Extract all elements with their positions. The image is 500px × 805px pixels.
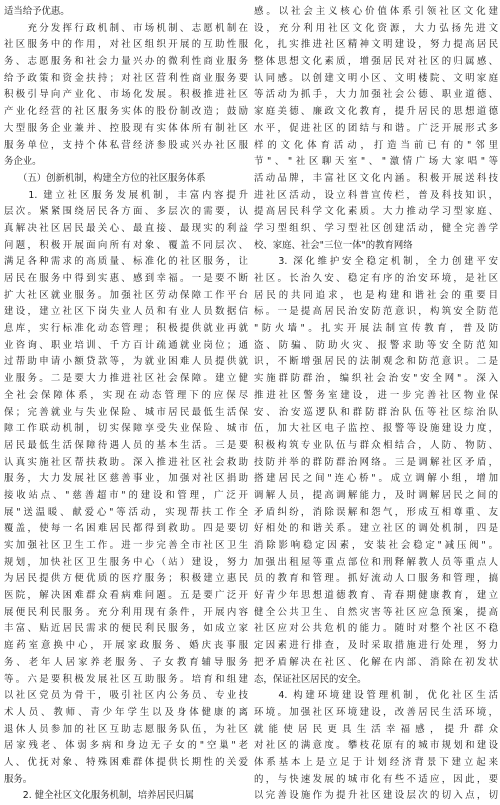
left-column-line: 扩大社区就业服务。加强社区劳动保障工作平台 [4, 289, 248, 301]
right-column-line: 学习型组织、学习型社区创建活动，健全完善学 [254, 222, 498, 234]
left-column-line: 接收站点、"慈善超市"的建设和管理，广泛开 [4, 489, 248, 501]
right-column-line: 认同感。以创建文明小区、文明楼院、文明家庭 [254, 72, 498, 84]
right-column-line: 搭建居民之间"连心桥"。成立调解小组，增加 [254, 473, 498, 485]
left-column-line: 产业化经营的社区服务实体的股份制改造；鼓励 [4, 106, 248, 118]
left-column-line: 建设，建立社区下岗失业人员和有业人员数据信 [4, 306, 248, 318]
right-column-line: 的，与快速发展的城市化有些不适应，因此，要 [254, 773, 498, 785]
left-column-line: 满足各种需求的高质量、标准化的社区服务，让 [4, 256, 248, 268]
left-column-line: 积极引导向产业化、市场化发展。积极推进社区 [4, 89, 248, 101]
left-column-line: 展便民利民服务。充分利用现有条件，开展内容 [4, 606, 248, 618]
right-column-line: 把矛盾解决在社区、化解在内部、消除在初发状 [254, 656, 498, 668]
right-column-line: 环境。加强社区环境建设，改善居民生活环境， [254, 706, 498, 718]
left-column-line: 术人员、教师、青少年学生以及身体健康的离 [4, 706, 248, 718]
right-column-line: 好相处的和谐关系。建立社区的调处机制，四是 [254, 523, 498, 535]
right-column-line: 消除影响稳定因素，安装社会稳定"减压阀"。 [254, 540, 498, 551]
left-column-line: 展"送温暖、献爱心"等活动，实现帮扶工作全 [4, 506, 248, 518]
left-column-line: 务企业。 [4, 156, 42, 168]
left-column-line: 人、优抚对象、特殊困难群体提供长期性的关爱 [4, 756, 248, 768]
left-column-line: 覆盖，使每一名困难居民都得到救助。四是要切 [4, 523, 248, 535]
right-column-line: 节"、"社区聊天室"、"激情广场大家唱"等 [254, 156, 498, 168]
left-column-line: 真解决社区居民最关心、最直接、最现实的利益 [4, 222, 248, 234]
right-column-line: 对社区的满意度。攀枝花原有的城市规划和建设 [254, 740, 498, 752]
left-column-line: 问题，积极开展面向所有对象、覆盖不同层次、 [4, 239, 248, 251]
left-column-line: 丰富、贴近居民需求的便民利民服务，如成立家 [4, 623, 248, 635]
left-column-line: 1. 建立社区服务发展机制，丰富内容提升 [4, 189, 248, 201]
right-column-line: 化，扎实推进社区精神文明建设，努力提高居民 [254, 39, 498, 51]
right-text-column [254, 4, 498, 802]
right-column-line: 居民的共同追求，也是构建和谐社会的重要目 [254, 289, 498, 301]
right-column-line: 推进社区警务室建设，进一步完善社区物业保 [254, 389, 498, 401]
right-column-line: 社区。长治久安、稳定有序的治安环境，是社区 [254, 273, 498, 284]
left-column-line: 务、志愿服务和社会力量兴办的微利性商业服务 [4, 56, 248, 68]
left-column-line: 全社会保障体系，实现在动态管理下的应保尽 [4, 389, 248, 401]
left-column-line: 认真实施社区帮扶救助。深入推进社区社会救助 [4, 456, 248, 468]
right-column-line: 样的文化体育活动，打造当前已有的"邻里 [254, 139, 498, 151]
left-column-line: 居民最低生活保障待遇人员的基本生活。三是要 [4, 439, 248, 451]
left-column-line: 医院，解决困难群众看病难问题。五是要广泛开 [4, 590, 248, 602]
left-column-line: 居民在服务中得到实惠、感到幸福。一是要不断 [4, 273, 248, 284]
right-column-line: 标。一是提高居民治安防范意识，构筑安全防范 [254, 306, 498, 318]
right-column-line: 加强出租屋等重点部位和刑释解教人员等重点人 [254, 556, 498, 568]
right-column-line: 家庭美德、廉政文化教育，提升居民的思想道德 [254, 106, 498, 118]
right-column-line: 好青少年思想道德教育、青春期健康教育，建立 [254, 590, 498, 602]
right-column-line: 伍，加大社区电子监控、报警等设施建设力度， [254, 423, 498, 435]
right-column-line: 整体思想文化素质，增强居民对社区的归属感、 [254, 56, 498, 68]
left-column-line: 保；完善就业与失业保险、城市居民最低生活保 [4, 406, 248, 418]
right-column-line: 感。以社会主义核心价值体系引领社区文化建 [254, 6, 498, 17]
left-column-line: 服务单位，支持个体私营经济参股或兴办社区服 [4, 139, 248, 151]
left-column-line: 等。六是要积极发展社区互助服务。培育和组建 [4, 673, 248, 685]
right-column-line: 以完善设施作为提升社区建设层次的切入点，切 [254, 790, 498, 802]
left-column-line: 充分发挥行政机制、市场机制、志愿机制在 [4, 22, 248, 34]
left-column-line: 过帮助申请小额贷款等，为就业困难人员提供就 [4, 356, 248, 368]
right-column-line: 校、家庭、社会"三位一体"的教育网络 [254, 239, 413, 251]
left-column-line: 服务，大力发展社区慈善事业，加强对社区捐助 [4, 473, 248, 485]
right-column-line: 定因素进行排查，及时采取措施进行处理，努力 [254, 640, 498, 652]
right-column-line: 积极构筑专业队伍与群众相结合，人防、物防、 [254, 439, 498, 451]
right-column-line: 识，不断增强居民的法制观念和防范意识。二是 [254, 356, 498, 368]
right-column-line: 健全公共卫生、自然灾害等社区应急预案，提高 [254, 606, 498, 618]
right-column-line: 调解人员，提高调解能力，及时调解居民之间的 [254, 489, 498, 501]
left-column-line: 退休人员参加的社区互助志愿服务队伍，为社区 [4, 723, 248, 735]
right-column-line: 技防并举的群防群治网络。三是调解社区矛盾， [254, 456, 498, 468]
left-column-line: 障工作联动机制，切实保障享受失业保险、城市 [4, 423, 248, 435]
left-column-line: 2. 健全社区文化服务机制，培养居民归属 [4, 790, 195, 802]
left-column-line: 规划，加快社区卫生服务中心（站）建设，努力 [4, 556, 248, 568]
left-column-line: 给予政策和资金扶持；对社区营利性商业服务要 [4, 72, 248, 84]
right-column-line: 安、治安巡逻队和群防群治队伍等社区综治队 [254, 406, 498, 418]
left-column-line: 大型服务企业兼并、控股现有实体体所有制社区 [4, 122, 248, 134]
left-column-line: 适当给予优惠。 [4, 6, 70, 17]
left-column-line: 层次。紧紧围绕居民各方面、多层次的需要，认 [4, 206, 248, 218]
left-column-line: 居家残老、体弱多病和身边无子女的"空巢"老 [4, 740, 248, 752]
right-column-line: 矛盾纠纷，消除误解和怨气，形成互相尊重、友 [254, 506, 498, 518]
right-column-line: 设，充分利用社区文化资源，大力弘扬先进文 [254, 22, 498, 34]
left-column-line: 实加强社区卫生工作。进一步完善全市社区卫生 [4, 540, 248, 551]
left-column-line: 业服务。二是要大力推进社区社会保障。建立健 [4, 373, 248, 385]
right-column-line: 社区应对公共危机的能力。随时对整个社区不稳 [254, 623, 498, 635]
left-column-line: 息库，实行标准化动态管理；积极提供就业再就 [4, 323, 248, 335]
left-column-line: 为居民提供方便优质的医疗服务；积极建立惠民 [4, 573, 248, 585]
right-column-line: 水平，促进社区的团结与和谐。广泛开展形式多 [254, 122, 498, 134]
left-column-line: 庭药室意换中心，开展家政服务、婚庆丧事服 [4, 640, 248, 652]
left-column-line: 务、老年人居家养老服务、子女教育辅导服务 [4, 656, 248, 668]
right-column-line: 实施群防群治，编织社会治安"安全网"。深入 [254, 373, 498, 385]
right-column-line: 4. 构建环境建设管理机制，优化社区生活 [254, 690, 498, 702]
right-column-line: 进社区活动，设立科普宣传栏，普及科技知识， [254, 189, 498, 201]
right-column-line: "防火墙"。扎实开展法制宣传教育，普及防 [254, 323, 498, 335]
right-column-line: 体系基本上是立足于计划经济背景下建立起来 [254, 756, 498, 768]
right-column-line: 等活动为抓手，大力加强社会公德、职业道德、 [254, 89, 498, 101]
left-column-line: 以社区党员为骨干，吸引社区内公务员、专业技 [4, 690, 248, 702]
left-text-column [4, 4, 248, 802]
right-column-line: 提高居民科学文化素质。大力推动学习型家庭、 [254, 206, 498, 218]
right-column-line: 3. 深化维护安全稳定机制，全力创建平安 [254, 256, 498, 268]
right-column-line: 盗、防骗、防助火灾、报警求助等安全防范知 [254, 339, 498, 351]
right-column-line: 员的教育和管理。抓好流动人口服务和管理，搞 [254, 573, 498, 585]
left-column-line: 服务。 [4, 773, 33, 785]
left-column-line: 业咨询、职业培训、千方百计疏通就业岗位；通 [4, 339, 248, 351]
left-column-line: 社区服务中的作用，对社区组织开展的互助性服 [4, 39, 248, 51]
left-column-line: （五）创新机制，构建全方位的社区服务体系 [4, 172, 206, 184]
right-column-line: 态，保证社区居民的安全。 [254, 673, 367, 685]
right-column-line: 活动品牌，丰富社区文化内涵。积极开展送科技 [254, 172, 498, 184]
right-column-line: 就能使居民更具生活幸福感，提升群众 [254, 723, 498, 735]
